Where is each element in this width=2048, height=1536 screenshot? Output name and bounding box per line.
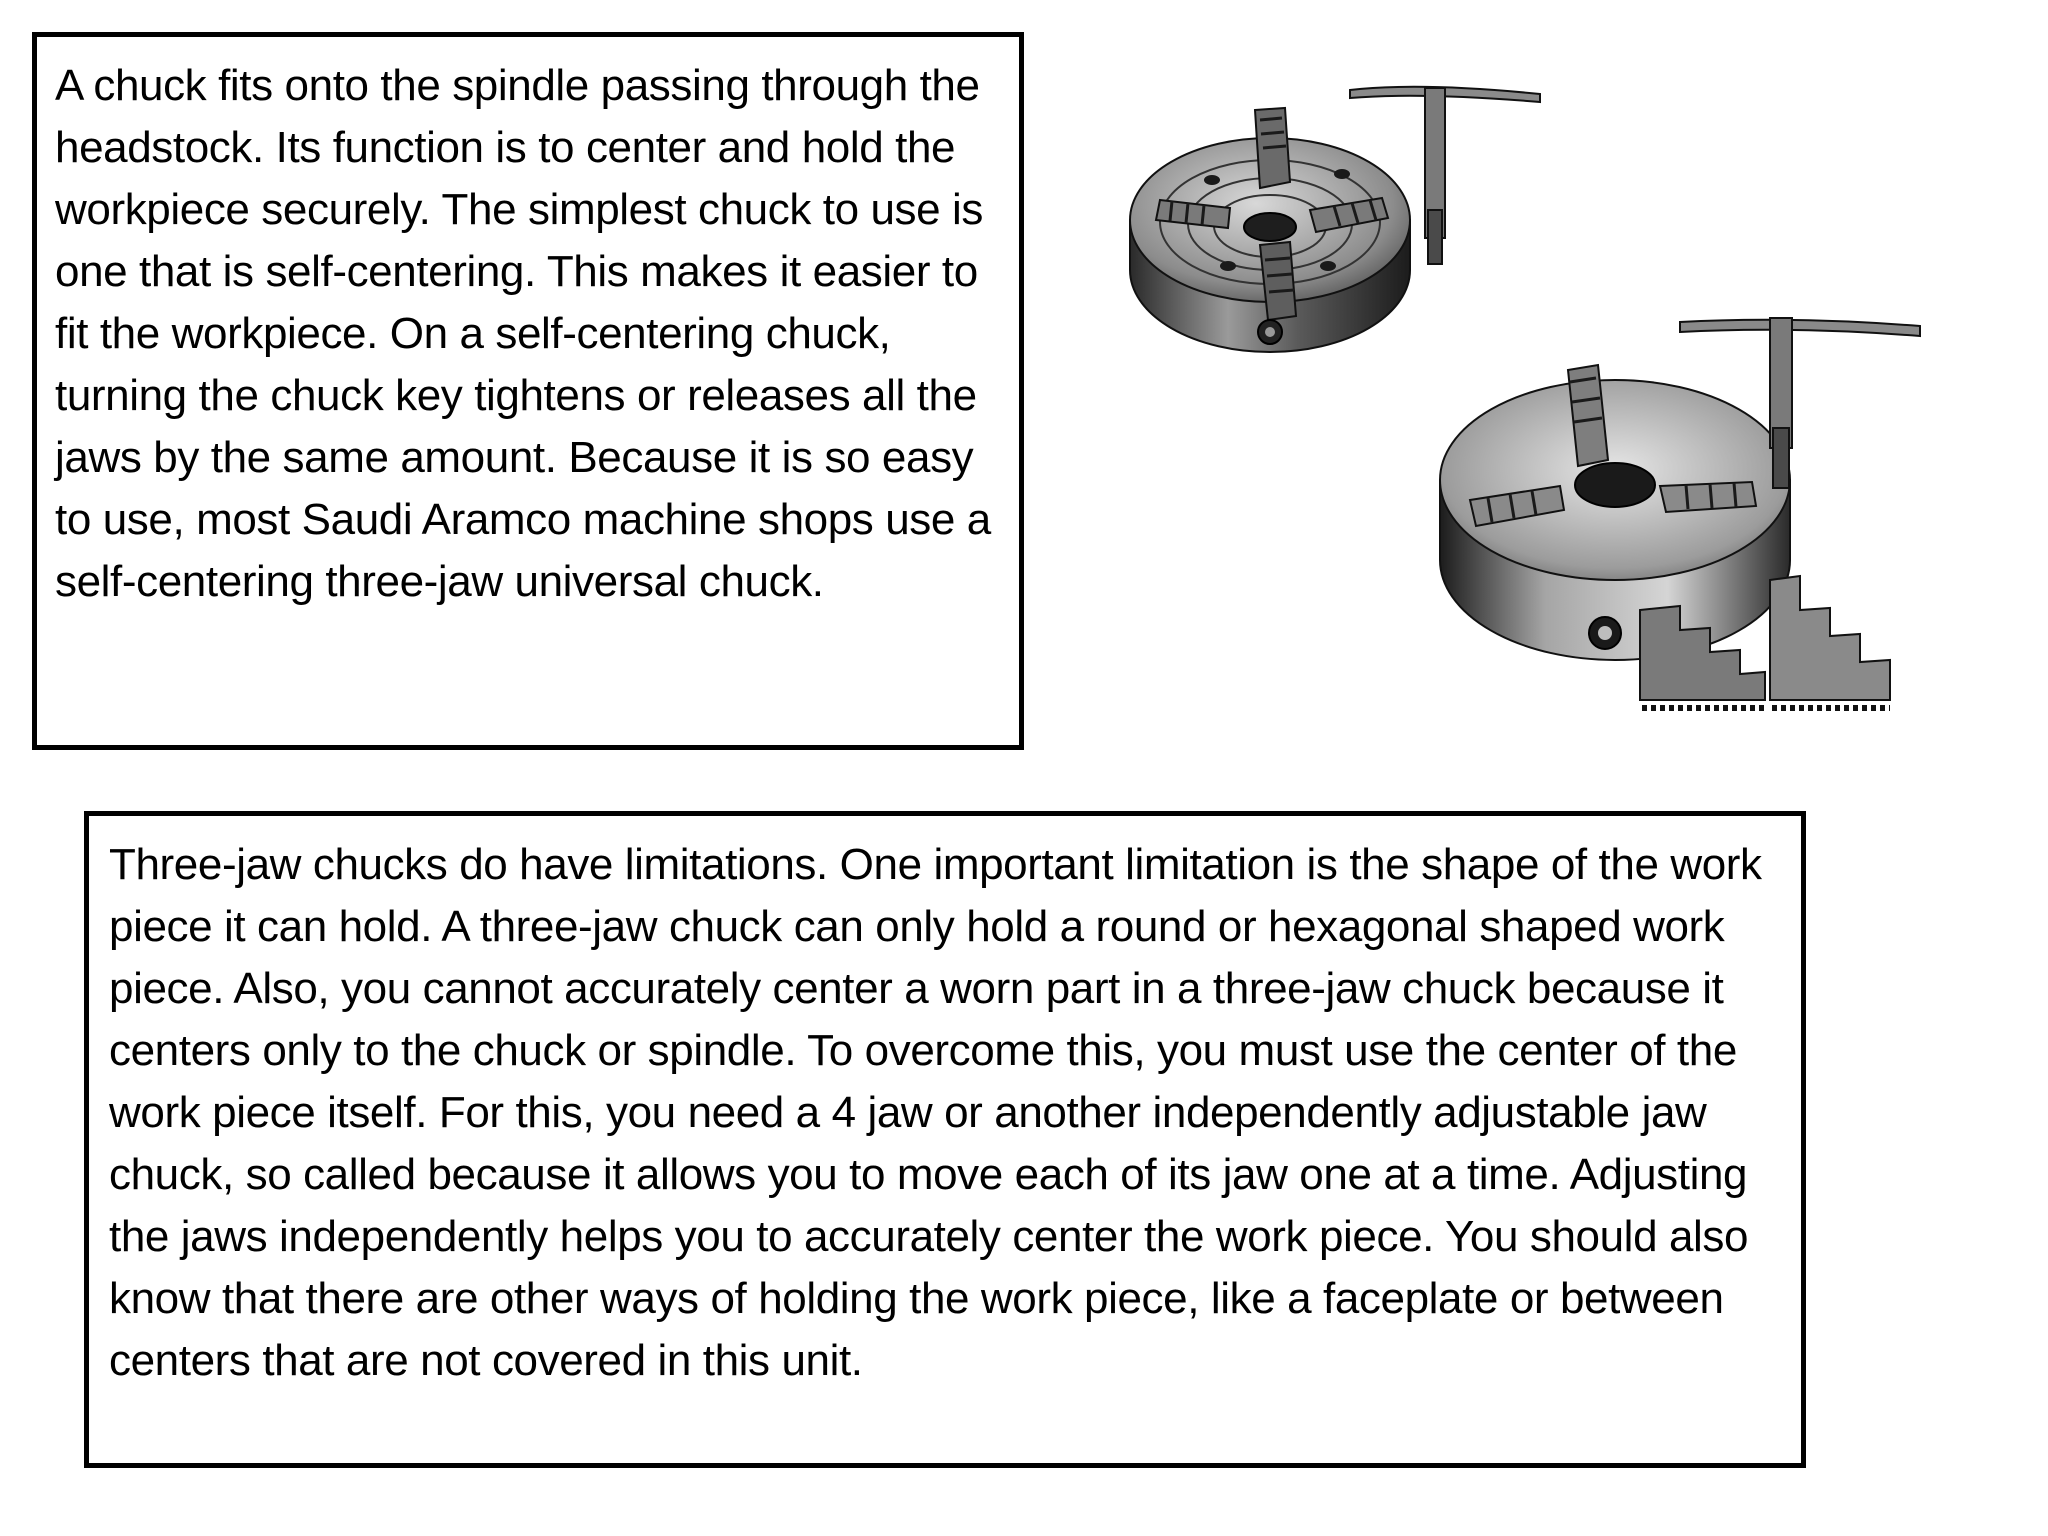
limitations-paragraph: Three-jaw chucks do have limitations. One important limitation is the shape of the work piece it can hold. A three-jaw chuck can only hold a round or hexagonal shaped work piece. Also, you cannot accurately center a worn part in a three-jaw chuck because it centers only to the chuck or spindle. To overcome this, you must use the center of the work piece itself. For this, you need a 4 jaw or another independently adjustable jaw chuck, so called because it allows you to move each of its jaw one at a time. Adjusting the jaws independently helps you to accurately center the work piece. You should also know that there are other ways of holding the work piece, like a faceplate or between centers that are not covered in this unit. xyxy=(109,840,1762,1385)
limitations-text-box xyxy=(84,811,1806,1468)
intro-paragraph: A chuck fits onto the spindle passing through the headstock. Its function is to center and hold the workpiece securely. The simplest chuck to use is one that is self-centering. This makes it easier to fit the workpiece. On a self-centering chuck, turning the chuck key tightens or releases all the jaws by the same amount. Because it is so easy to use, most Saudi Aramco machine shops use a self-centering three-jaw universal chuck. xyxy=(55,61,991,606)
four-jaw-chuck-icon xyxy=(1130,108,1410,352)
three-jaw-chuck-icon xyxy=(1440,365,1790,660)
intro-text-box xyxy=(32,32,1024,750)
three-jaw-chuck-illustration xyxy=(1430,310,1960,730)
